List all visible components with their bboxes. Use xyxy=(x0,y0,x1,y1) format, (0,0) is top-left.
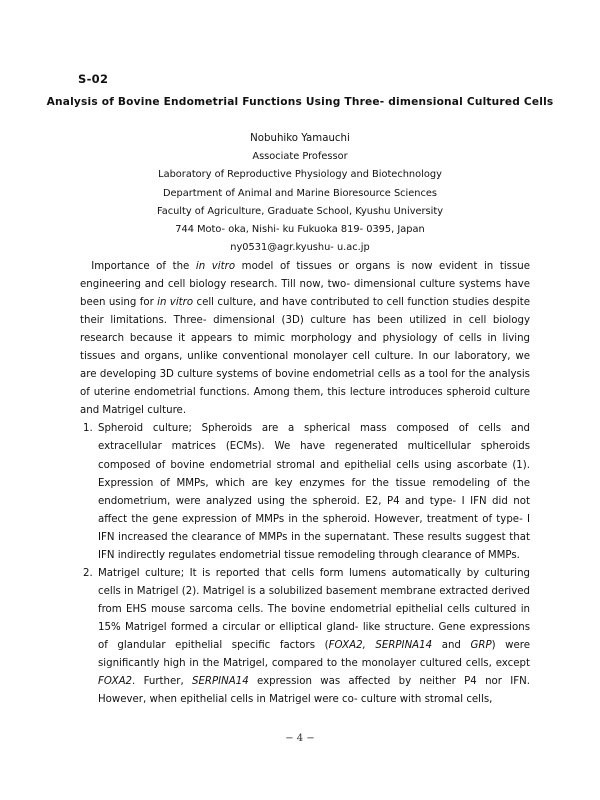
author-email: ny0531@agr.kyushu- u.ac.jp xyxy=(230,242,370,254)
numbered-list xyxy=(80,420,530,709)
author-faculty: Faculty of Agriculture, Graduate School, Kyushu University xyxy=(156,205,444,217)
gene-name: FOXA2 xyxy=(98,676,133,688)
list-item-spheroid: 1. Spheroid culture; Spheroids are a spherical mass composed of cells and extracellular matrices (ECMs). We have regenerated multicellular spheroids composed of bovine endometrial stromal and epithelial cells using ascorbate (1). Expression of MMPs, which are key enzymes for the tissue remodeling of the endometrium, were analyzed using the spheroid. E2, P4 and type- I IFN did not affect the gene expression of MMPs in the spheroid. However, treatment of type- I IFN increased the clearance of MMPs in the supernatant. These results suggest that IFN indirectly regulates endometrial tissue remodeling through clearance of MMPs. xyxy=(96,420,530,564)
list-item-matrigel: 2. Matrigel culture; It is reported that cells form lumens automatically by culturing cells in Matrigel (2). Matrigel is a solubilized basement membrane extracted derived from EHS mouse sarcoma cells. The bovine endometrial epithelial cells cultured in 15% Matrigel formed a circular or elliptical gland- like structure. Gene expressions of glandular epithelial specific factors (FOXA2, SERPINA14 and GRP) were significantly high in the Matrigel, compared to the monolayer cultured cells, except FOXA2. Further, SERPINA14 expression was affected by neither P4 nor IFN. However, when epithelial cells in Matrigel were co- culture with stromal cells, xyxy=(96,565,530,709)
author-department: Department of Animal and Marine Bioresource Sciences xyxy=(162,187,438,199)
session-code: S-02 xyxy=(78,72,109,86)
abstract-body xyxy=(80,258,530,709)
gene-name: GRP xyxy=(470,639,492,651)
italic-term: in vitro xyxy=(195,261,236,272)
page-number: − 4 − xyxy=(285,733,315,744)
gene-names: FOXA2, SERPINA14 xyxy=(328,639,433,651)
author-lab: Laboratory of Reproductive Physiology and Biotechnology xyxy=(158,169,442,181)
author-name: Nobuhiko Yamauchi xyxy=(250,133,350,144)
author-address: 744 Moto- oka, Nishi- ku Fukuoka 819- 0395, Japan xyxy=(175,224,425,236)
author-position: Associate Professor xyxy=(252,151,348,163)
italic-term: in vitro xyxy=(157,297,194,309)
paper-title: Analysis of Bovine Endometrial Functions Using Three- dimensional Cultured Cells xyxy=(46,96,554,108)
author-block xyxy=(0,130,600,257)
intro-paragraph: Importance of the in vitro model of tissues or organs is now evident in tissue engineering and cell biology research. Till now, two- dimensional culture systems have been using for in vitro cell culture, and have contributed to cell function studies despite their limitations. Three- dimensional (3D) culture has been utilized in cell biology research because it appears to mimic morphology and physiology of cells in living tissues and organs, unlike conventional monolayer cell culture. In our laboratory, we are developing 3D culture systems of bovine endometrial cells as a tool for the analysis of uterine endometrial functions. Among them, this lecture introduces spheroid culture and Matrigel culture. xyxy=(80,261,530,417)
gene-name: SERPINA14 xyxy=(192,676,249,688)
